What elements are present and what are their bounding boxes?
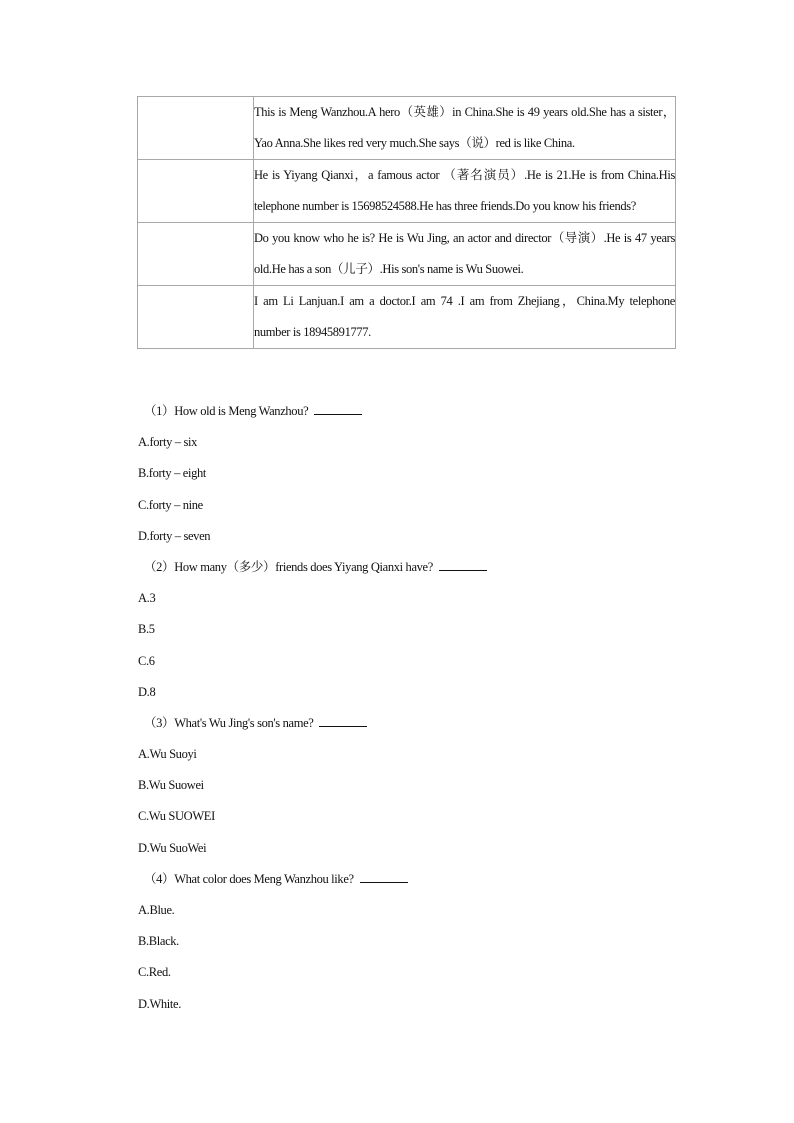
option[interactable]: B.Wu Suowei xyxy=(138,778,204,793)
answer-blank[interactable] xyxy=(314,401,362,415)
question-3 xyxy=(138,708,678,739)
answer-blank[interactable] xyxy=(439,557,487,571)
option[interactable]: C.forty – nine xyxy=(138,497,203,512)
empty-cell xyxy=(138,160,254,223)
question-list xyxy=(138,396,678,1020)
option[interactable]: D.8 xyxy=(138,684,156,699)
option[interactable]: C.Red. xyxy=(138,965,171,980)
table-row xyxy=(138,97,676,160)
passage-li-lanjuan: I am Li Lanjuan.I am a doctor.I am 74 .I am from Zhejiang，China.My telephone number is 18945891777. xyxy=(254,286,676,349)
option[interactable]: B.5 xyxy=(138,622,155,637)
table-row xyxy=(138,223,676,286)
question-4-text: （4）What color does Meng Wanzhou like? xyxy=(144,871,354,886)
option[interactable]: A.3 xyxy=(138,591,156,606)
question-1 xyxy=(138,396,678,427)
option[interactable]: A.Blue. xyxy=(138,903,175,917)
passage-yiyang-qianxi: He is Yiyang Qianxi，a famous actor （著名演员）.He is 21.He is from China.His telephone number is 15698524588.He has three friends.Do you know his friends? xyxy=(254,160,676,223)
empty-cell xyxy=(138,223,254,286)
table-row xyxy=(138,286,676,349)
option[interactable]: D.Wu SuoWei xyxy=(138,840,207,855)
option[interactable]: B.forty – eight xyxy=(138,466,207,481)
passage-wu-jing: Do you know who he is? He is Wu Jing, an actor and director（导演）.He is 47 years old.He has a son（儿子）.His son's name is Wu Suowei. xyxy=(254,223,676,286)
option[interactable]: D.White. xyxy=(138,996,182,1011)
table-row xyxy=(138,160,676,223)
question-1-text: （1）How old is Meng Wanzhou? xyxy=(144,404,309,418)
passage-table xyxy=(137,96,676,349)
question-2 xyxy=(138,552,678,583)
passage-meng-wanzhou: This is Meng Wanzhou.A hero（英雄）in China.She is 49 years old.She has a sister，Yao Anna.She likes red very much.She says（说）red is like China. xyxy=(254,97,676,160)
question-2-text: （2）How many（多少）friends does Yiyang Qianxi have? xyxy=(144,559,433,574)
question-3-text: （3）What's Wu Jing's son's name? xyxy=(144,715,314,730)
empty-cell xyxy=(138,97,254,160)
option[interactable]: A.forty – six xyxy=(138,435,197,450)
option[interactable]: A.Wu Suoyi xyxy=(138,747,197,762)
option[interactable]: C.6 xyxy=(138,653,155,668)
option[interactable]: D.forty – seven xyxy=(138,528,211,543)
option[interactable]: C.Wu SUOWEI xyxy=(138,809,215,824)
option[interactable]: B.Black. xyxy=(138,934,179,949)
answer-blank[interactable] xyxy=(360,869,408,883)
empty-cell xyxy=(138,286,254,349)
question-4 xyxy=(138,864,678,895)
answer-blank[interactable] xyxy=(319,713,367,727)
